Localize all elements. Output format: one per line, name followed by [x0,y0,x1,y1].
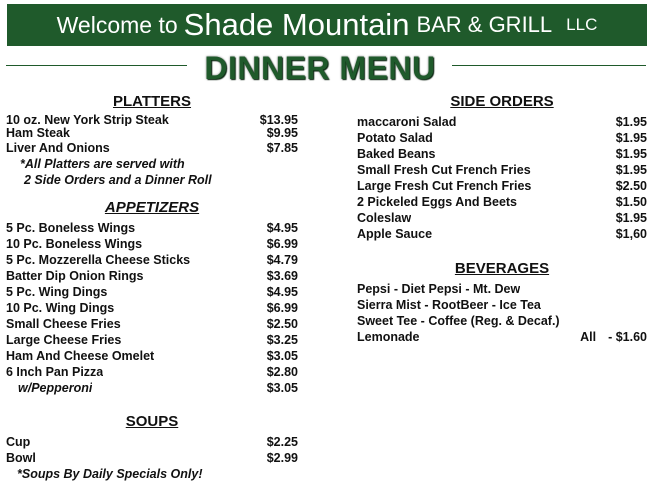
lemonade-label: Lemonade [357,330,420,344]
item-name: Ham Steak [6,127,70,139]
banner-welcome: Welcome to [56,11,178,38]
item-price: $3.05 [266,349,298,363]
item-price: $1.95 [615,163,647,177]
menu-item [357,146,647,162]
item-name: Small Cheese Fries [6,317,121,331]
item-price: $1.50 [615,195,647,209]
side-orders-heading: SIDE ORDERS [450,93,554,110]
item-name: Potato Salad [357,131,433,145]
item-price: $2.99 [266,451,298,465]
beverage-line [357,313,647,329]
item-name: 10 Pc. Wing Dings [6,301,115,315]
divider-right [452,65,646,66]
beverage-line [357,281,647,297]
beverage-list: Pepsi - Diet Pepsi - Mt. Dew [357,282,521,296]
item-price: $13.95 [259,113,298,127]
menu-item [6,434,298,450]
item-price: $1,60 [615,227,647,241]
item-price: $3.05 [266,381,298,395]
item-name: maccaroni Salad [357,115,457,129]
platters-note-line1: *All Platters are served with [20,157,185,171]
platters-section [6,92,298,188]
item-name: 5 Pc. Wing Dings [6,285,108,299]
beverages-section [357,259,647,345]
menu-item [6,300,298,316]
divider-left [6,65,187,66]
banner-type: BAR & GRILL [416,12,553,37]
platters-heading: PLATTERS [112,93,192,110]
item-name: Apple Sauce [357,227,433,241]
menu-item [6,127,298,139]
right-column [357,92,647,345]
platters-note-line2: 2 Side Orders and a Dinner Roll [24,173,212,187]
item-name: Small Fresh Cut French Fries [357,163,531,177]
item-name: Bowl [6,451,36,465]
beverage-price: - $1.60 [608,330,647,344]
soups-note: *Soups By Daily Specials Only! [17,467,203,481]
item-name: Coleslaw [357,211,412,225]
menu-title-row [0,50,656,86]
beverage-list: Sweet Tee - Coffee (Reg. & Decaf.) [357,314,560,328]
item-name: Ham And Cheese Omelet [6,349,155,363]
menu-item [6,332,298,348]
soups-heading: SOUPS [125,413,179,430]
item-price: $3.69 [266,269,298,283]
menu-item [357,162,647,178]
beverages-heading: BEVERAGES [454,260,550,277]
item-name: 2 Pickeled Eggs And Beets [357,195,518,209]
beverage-list: Sierra Mist - RootBeer - Ice Tea [357,298,541,312]
menu-item [6,364,298,380]
banner-name: Shade Mountain [183,7,410,42]
item-price: $2.50 [266,317,298,331]
soups-section [6,412,298,482]
menu-item [6,236,298,252]
menu-item [357,226,647,242]
item-name: Baked Beans [357,147,436,161]
item-name: Batter Dip Onion Rings [6,269,144,283]
item-price: $4.79 [266,253,298,267]
item-price: $7.85 [266,141,298,155]
menu-item [357,194,647,210]
item-price: $4.95 [266,221,298,235]
header-banner [7,4,647,46]
item-price: $1.95 [615,147,647,161]
menu-item [6,348,298,364]
item-name: Large Fresh Cut French Fries [357,179,532,193]
menu-item [6,380,298,396]
item-name: 5 Pc. Mozzerella Cheese Sticks [6,253,191,267]
item-name: 10 Pc. Boneless Wings [6,237,143,251]
item-name: Liver And Onions [6,141,110,155]
item-price: $6.99 [266,301,298,315]
appetizers-section [6,198,298,396]
item-name: 10 oz. New York Strip Steak [6,114,169,126]
item-name: 6 Inch Pan Pizza [6,365,104,379]
left-column [6,92,298,482]
menu-item [6,220,298,236]
item-name: Cup [6,435,31,449]
item-name: w/Pepperoni [18,381,93,395]
menu-item [6,114,298,126]
side-orders-section [357,92,647,242]
beverage-price-group [580,329,647,345]
menu-item [357,210,647,226]
menu-item [6,252,298,268]
beverage-price-line [357,329,647,345]
beverage-line [357,297,647,313]
menu-item [6,268,298,284]
menu-item [6,140,298,156]
item-name: Large Cheese Fries [6,333,122,347]
menu-item [6,450,298,466]
menu-item [6,284,298,300]
item-price: $2.50 [615,179,647,193]
item-price: $1.95 [615,115,647,129]
menu-item [357,114,647,130]
menu-item [357,130,647,146]
menu-title: DINNER MENU [204,50,436,86]
item-price: $6.99 [266,237,298,251]
item-price: $4.95 [266,285,298,299]
item-price: $2.80 [266,365,298,379]
menu-item [6,316,298,332]
item-price: $9.95 [266,126,298,140]
item-price: $3.25 [266,333,298,347]
appetizers-heading: APPETIZERS [104,199,200,216]
item-price: $1.95 [615,211,647,225]
item-price: $1.95 [615,131,647,145]
all-label: All [580,330,597,344]
banner-suffix: LLC [566,15,598,34]
item-price: $2.25 [266,435,298,449]
menu-item [357,178,647,194]
item-name: 5 Pc. Boneless Wings [6,221,136,235]
